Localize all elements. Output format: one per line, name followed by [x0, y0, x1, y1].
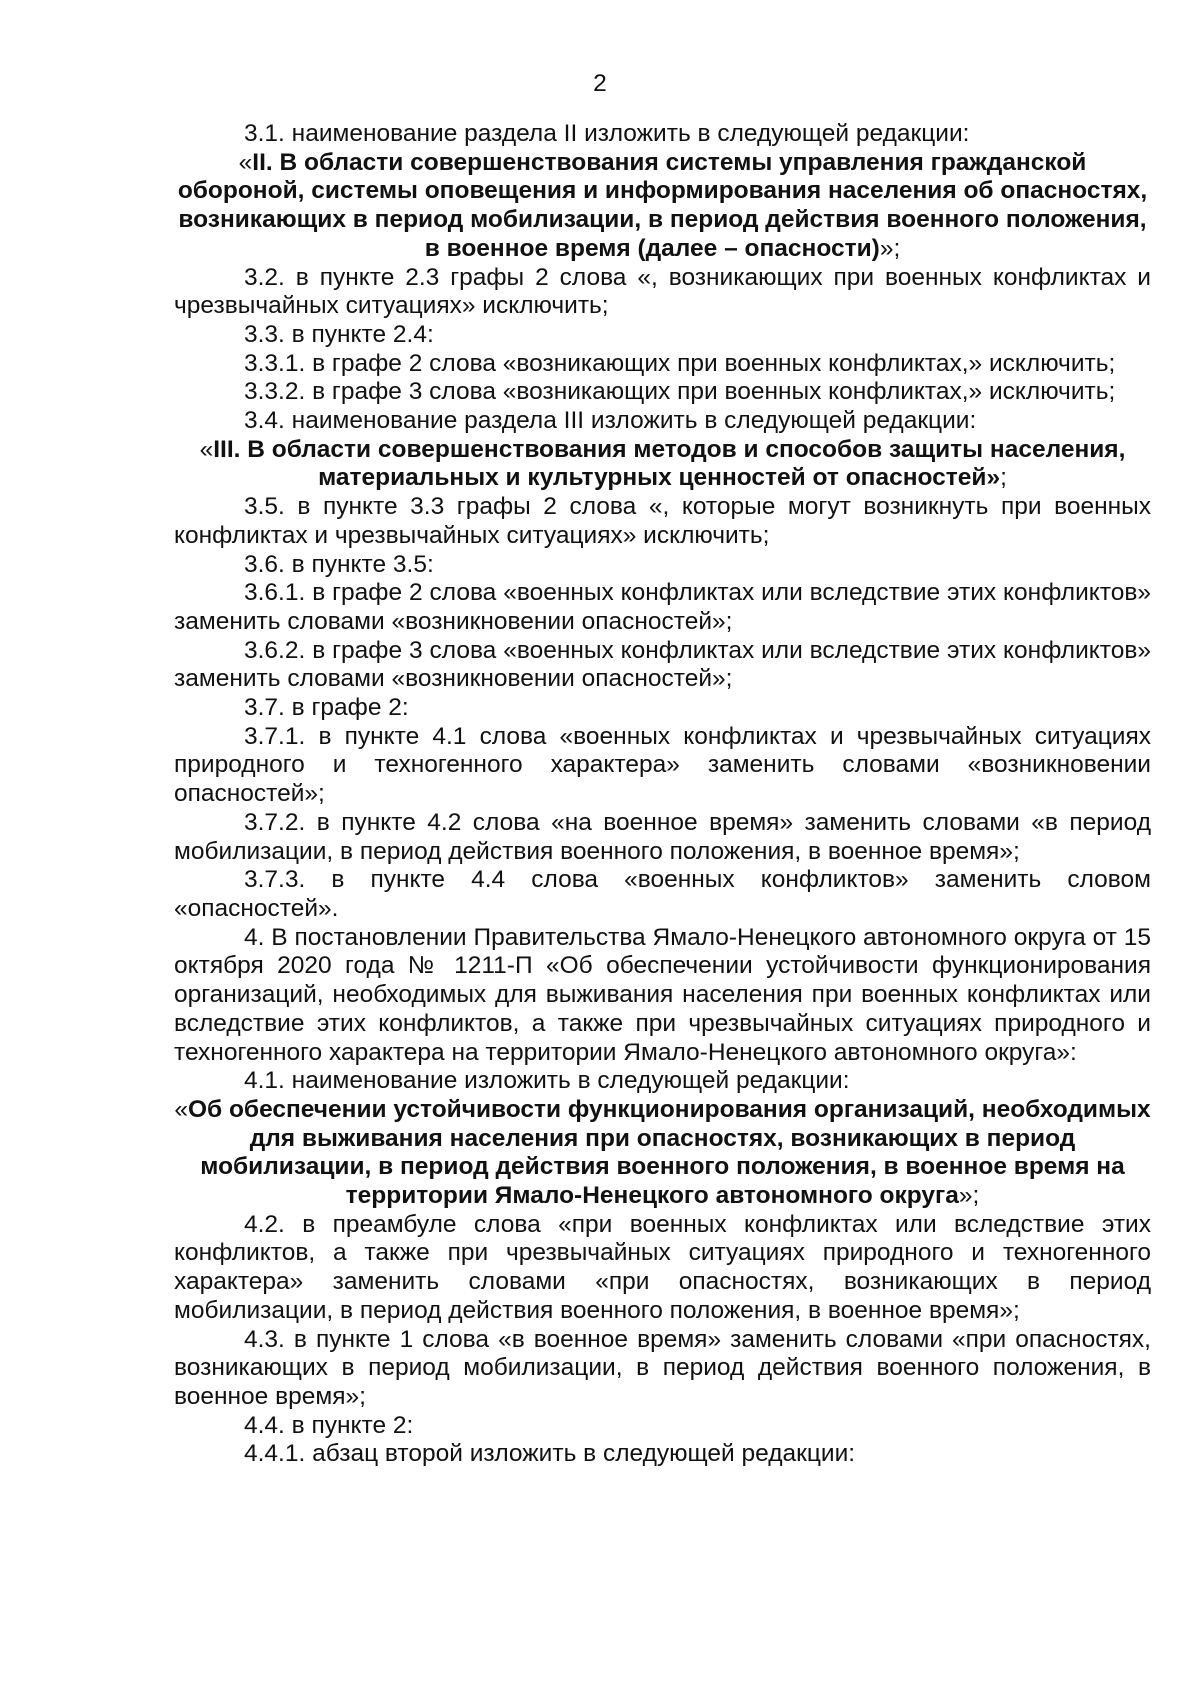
paragraph-3-2: 3.2. в пункте 2.3 графы 2 слова «, возникающих при военных конфликтах и чрезвычайных ситуациях» исключить;	[174, 263, 1151, 320]
paragraph-4-3: 4.3. в пункте 1 слова «в военное время» заменить словами «при опасностях, возникающих в период мобилизации, в период действия военного положения, в военное время»;	[174, 1325, 1151, 1410]
quote-open: «	[238, 148, 253, 176]
paragraph-4-1: 4.1. наименование изложить в следующей редакции:	[244, 1067, 850, 1095]
quote-close: ;	[1000, 464, 1007, 492]
paragraph-3-7-1: 3.7.1. в пункте 4.1 слова «военных конфликтах и чрезвычайных ситуациях природного и техногенного характера» заменить словами «возникновении опасностей»;	[174, 722, 1151, 808]
page-number: 2	[593, 70, 607, 97]
quote-open: «	[174, 1095, 188, 1123]
quote-open: «	[199, 435, 214, 463]
paragraph-3-6-2: 3.6.2. в графе 3 слова «военных конфликтах или вследствие этих конфликтов» заменить словами «возникновении опасностей»;	[174, 636, 1151, 693]
paragraph-3-6: 3.6. в пункте 3.5:	[244, 550, 434, 578]
paragraph-4: 4. В постановлении Правительства Ямало-Ненецкого автономного округа от 15 октября 2020 года № 1211-П «Об обеспечении устойчивости функционирования организаций, необходимых для выживания населения при военных конфликтах или вследствие этих конфликтов, а также при чрезвычайных ситуациях природного и техногенного характера на территории Ямало-Ненецкого автономного округа»:	[174, 923, 1151, 1066]
heading-text: Об обеспечении устойчивости функционирования организаций, необходимых для выживания населения при опасностях, возникающих в период мобилизации, в период действия военного положения, в военное время на территории Ямало-Ненецкого автономного округа	[187, 1095, 1151, 1210]
paragraph-3-7-3: 3.7.3. в пункте 4.4 слова «военных конфликтов» заменить словом «опасностей».	[174, 866, 1151, 922]
document-body	[174, 120, 1151, 1469]
title-heading-4-1	[174, 1096, 1151, 1211]
heading-text: II. В области совершенствования системы управления гражданской обороной, системы оповещения и информирования населения об опасностях, возникающих в период мобилизации, в период действия военного положения, в военное время (далее – опасности)	[177, 148, 1148, 262]
paragraph-3-3: 3.3. в пункте 2.4:	[244, 320, 434, 348]
quote-close: »;	[879, 234, 901, 262]
paragraph-4-2: 4.2. в преамбуле слова «при военных конфликтах или вследствие этих конфликтов, а также при чрезвычайных ситуациях природного и техногенного характера» заменить словами «при опасностях, возникающих в период мобилизации, в период действия военного положения, в военное время»;	[174, 1210, 1151, 1324]
paragraph-3-6-1: 3.6.1. в графе 2 слова «военных конфликтах или вследствие этих конфликтов» заменить словами «возникновении опасностей»;	[174, 579, 1151, 635]
paragraph-3-3-1: 3.3.1. в графе 2 слова «возникающих при военных конфликтах,» исключить;	[244, 349, 1116, 377]
paragraph-4-4-1: 4.4.1. абзац второй изложить в следующей редакции:	[244, 1440, 856, 1468]
paragraph-3-7: 3.7. в графе 2:	[244, 694, 409, 722]
section-heading-iii	[174, 436, 1151, 493]
paragraph-3-5: 3.5. в пункте 3.3 графы 2 слова «, которые могут возникнуть при военных конфликтах и чрезвычайных ситуациях» исключить;	[174, 493, 1151, 549]
paragraph-4-4: 4.4. в пункте 2:	[244, 1411, 414, 1439]
paragraph-3-4: 3.4. наименование раздела III изложить в следующей редакции:	[244, 407, 977, 435]
quote-close: »;	[958, 1182, 980, 1210]
paragraph-3-1: 3.1. наименование раздела II изложить в следующей редакции:	[244, 120, 970, 147]
heading-text: III. В области совершенствования методов и способов защиты населения, материальных и культурных ценностей от опасностей»	[213, 435, 1126, 492]
section-heading-ii	[174, 149, 1151, 264]
paragraph-3-3-2: 3.3.2. в графе 3 слова «возникающих при военных конфликтах,» исключить;	[244, 378, 1116, 406]
paragraph-3-7-2: 3.7.2. в пункте 4.2 слова «на военное время» заменить словами «в период мобилизации, в период действия военного положения, в военное время»;	[174, 808, 1151, 865]
